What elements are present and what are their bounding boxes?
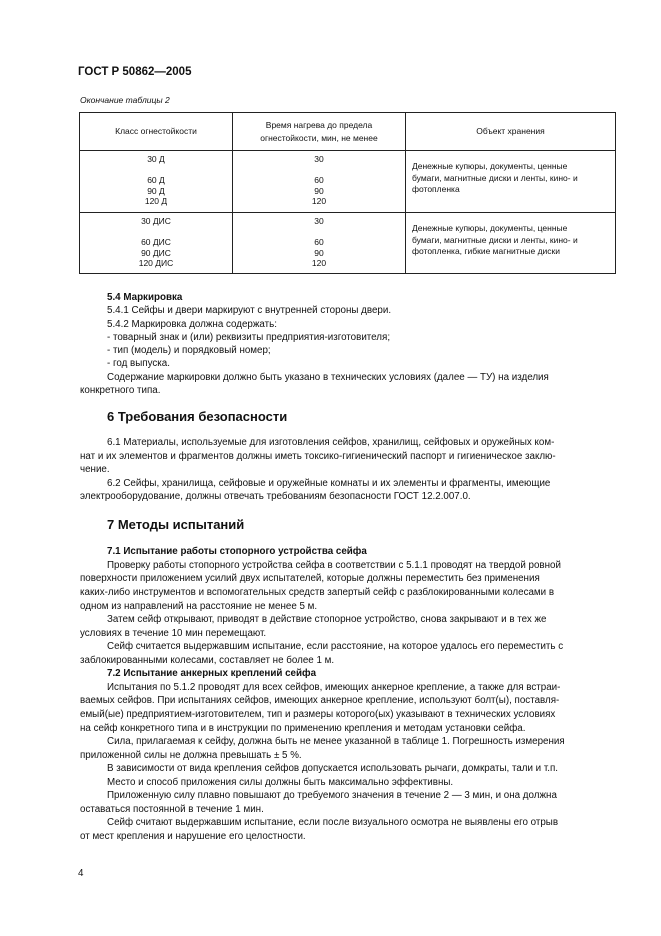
- paragraph-line: - товарный знак и (или) реквизиты предприятия-изготовителя;: [107, 332, 391, 343]
- paragraph-line: Сила, прилагаемая к сейфу, должна быть не менее указанной в таблице 1. Погрешность измерения: [107, 736, 565, 747]
- time-value: [233, 227, 405, 238]
- paragraph-line: Проверку работы стопорного устройства сейфа в соответствии с 5.1.1 проводят на твердой ровной: [107, 560, 561, 571]
- object-line: фотопленка: [412, 184, 460, 194]
- object-line: бумаги, магнитные диски и ленты, кино- и: [412, 172, 578, 183]
- paragraph-line: - год выпуска.: [107, 358, 170, 369]
- object-line: Денежные купюры, документы, ценные: [412, 161, 568, 171]
- page-number: 4: [78, 868, 84, 879]
- paragraph-line: электрооборудование, должны отвечать требованиям безопасности ГОСТ 12.2.007.0.: [80, 491, 471, 502]
- section-7-2-title: 7.2 Испытание анкерных креплений сейфа: [107, 668, 317, 679]
- paragraph-line: одном из направлений на расстояние не менее 5 м.: [80, 601, 318, 612]
- paragraph-line: 5.4.1 Сейфы и двери маркируют с внутренней стороны двери.: [107, 305, 392, 316]
- document-header: ГОСТ Р 50862—2005: [78, 66, 192, 78]
- paragraph-line: 6.1 Материалы, используемые для изготовления сейфов, хранилищ, сейфовых и оружейных ком-: [107, 437, 555, 448]
- class-value: 90 ДИС: [141, 247, 171, 258]
- time-value: 30: [314, 216, 324, 226]
- time-cell: [233, 151, 406, 213]
- paragraph-line: от мест крепления и нарушение его целостности.: [80, 831, 306, 842]
- object-line: Денежные купюры, документы, ценные: [412, 223, 568, 233]
- time-value: 30: [314, 154, 324, 164]
- paragraph-line: условиях в течение 10 мин перемещают.: [80, 628, 267, 639]
- class-value: [80, 227, 232, 238]
- time-value: 120: [311, 258, 327, 268]
- object-line: фотопленка, гибкие магнитные диски: [412, 246, 560, 256]
- paragraph-line: 6.2 Сейфы, хранилища, сейфовые и оружейные комнаты и их элементы и фрагменты, имеющие: [107, 478, 551, 489]
- paragraph-line: Место и способ приложения силы должны быть максимально эффективны.: [107, 777, 454, 788]
- class-value: 120 Д: [144, 196, 168, 206]
- table-row: [80, 151, 616, 213]
- paragraph-line: Испытания по 5.1.2 проводят для всех сейфов, имеющих анкерное крепление, а также для встраи-: [107, 682, 561, 693]
- paragraph-line: Затем сейф открывают, приводят в действие стопорное устройство, снова закрывают и в тех же: [107, 614, 547, 625]
- paragraph-line: оставаться постоянной в течение 1 мин.: [80, 804, 264, 815]
- time-value: [233, 165, 405, 176]
- paragraph-line: на сейф конкретного типа и в инструкции по применению крепления и методам установки сейфа.: [80, 723, 526, 734]
- paragraph-line: 5.4.2 Маркировка должна содержать:: [107, 319, 277, 330]
- class-cell: [80, 213, 233, 274]
- paragraph-line: нат и их элементов и фрагментов должны иметь токсико-гигиенический паспорт и гигиеническое заклю-: [80, 451, 556, 462]
- paragraph-line: емый(ые) предприятием-изготовителем, тип и размеры которого(ых) указывают в технических условиях: [80, 709, 556, 720]
- paragraph-line: Приложенную силу плавно повышают до требуемого значения в течение 2 — 3 мин, и она должна: [107, 790, 557, 801]
- class-value: 60 ДИС: [141, 237, 171, 247]
- table-header-row: [80, 113, 616, 151]
- time-value: 60: [314, 175, 324, 185]
- time-value: 90: [314, 185, 324, 196]
- section-7-1-title: 7.1 Испытание работы стопорного устройства сейфа: [107, 546, 367, 557]
- paragraph-line: поверхности приложением усилий двух испытателей, которые должны переместить без применения: [80, 573, 540, 584]
- paragraph-line: Сейф считают выдержавшим испытание, если после визуального осмотра не выявлены его отрыв: [107, 817, 559, 828]
- class-value: 60 Д: [147, 175, 165, 185]
- section-6-heading: 6 Требования безопасности: [107, 409, 288, 424]
- object-line: бумаги, магнитные диски и ленты, кино- и: [412, 234, 578, 245]
- time-value: 120: [311, 196, 327, 206]
- header-time-line1: Время нагрева до предела: [265, 119, 373, 130]
- object-cell: [406, 213, 616, 274]
- table-row: [80, 213, 616, 274]
- class-cell: [80, 151, 233, 213]
- table-caption: Окончание таблицы 2: [80, 95, 170, 105]
- section-5-4-title: 5.4 Маркировка: [107, 292, 183, 303]
- paragraph-line: приложенной силы не должна превышать ± 5 %.: [80, 750, 302, 761]
- object-cell: [406, 151, 616, 213]
- paragraph-line: - тип (модель) и порядковый номер;: [107, 345, 271, 356]
- header-time-line2: огнестойкости, мин, не менее: [260, 132, 378, 143]
- section-7-heading: 7 Методы испытаний: [107, 517, 245, 532]
- time-cell: [233, 213, 406, 274]
- table-2: [79, 112, 616, 274]
- class-value: 30 Д: [147, 154, 165, 164]
- paragraph-line: Сейф считается выдержавшим испытание, если расстояние, на которое удалось его переместить с: [107, 641, 564, 652]
- paragraph-line: каких-либо инструментов и вспомогательных средств запертый сейф с разблокированными колесами в: [80, 587, 555, 598]
- class-value: 30 ДИС: [141, 216, 171, 226]
- time-value: 90: [314, 247, 324, 258]
- paragraph-line: заблокированными колесами, составляет не более 1 м.: [80, 655, 335, 666]
- paragraph-line: чение.: [80, 464, 110, 475]
- header-time: [233, 113, 406, 151]
- time-value: 60: [314, 237, 324, 247]
- paragraph-line: конкретного типа.: [80, 385, 161, 396]
- header-class: Класс огнестойкости: [80, 113, 233, 151]
- paragraph-line: В зависимости от вида крепления сейфов допускается использовать рычаги, домкраты, тали и т.п.: [107, 763, 559, 774]
- class-value: 90 Д: [147, 185, 165, 196]
- paragraph-line: Содержание маркировки должно быть указано в технических условиях (далее — ТУ) на изделия: [107, 372, 549, 383]
- class-value: 120 ДИС: [138, 258, 174, 268]
- header-object: Объект хранения: [406, 113, 616, 151]
- class-value: [80, 165, 232, 176]
- paragraph-line: ваемых сейфов. При испытаниях сейфов, имеющих анкерное крепление, используют болт(ы), поставля-: [80, 695, 560, 706]
